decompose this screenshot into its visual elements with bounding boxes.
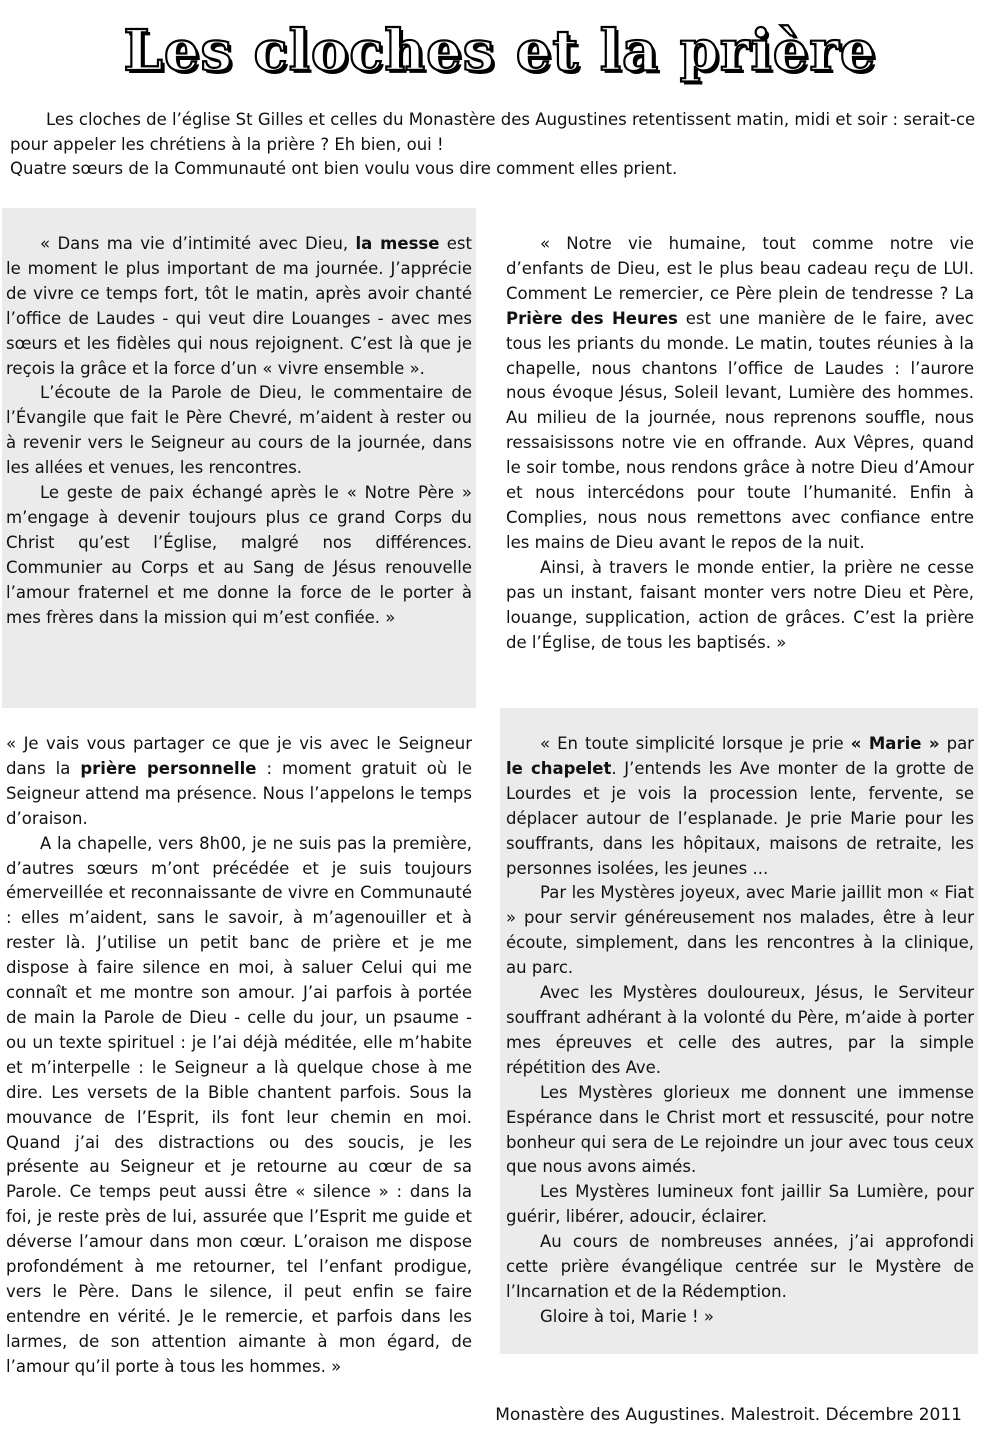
- intro-line-2: Quatre sœurs de la Communauté ont bien voulu vous dire comment elles prient.: [10, 159, 678, 178]
- page-title: Les cloches et la prière: [123, 18, 877, 84]
- testimony-rosary: [500, 708, 978, 1354]
- highlight-marie: « Marie »: [850, 734, 940, 753]
- testimony-mass-paragraph: [6, 232, 472, 381]
- testimony-hours-paragraph: Ainsi, à travers le monde entier, la prière ne cesse pas un instant, faisant monter vers notre Dieu et Père, louange, supplication, action de grâces. C’est la prière de l’Église, de tous les baptisés. »: [506, 557, 974, 652]
- text-run: « En toute simplicité lorsque je prie: [540, 734, 851, 753]
- signature: Monastère des Augustines. Malestroit. Décembre 2011: [495, 1405, 962, 1425]
- text-run: est une manière de le faire, avec tous les priants du monde. Le matin, toutes réunies à la chapelle, nous chantons l’office de Laudes : l’aurore nous évoque Jésus, Soleil levant, Lumière des hommes. Au milieu de la journée, nous reprenons souffle, nous ressaisissons notre vie en offrande. Aux Vêpres, quand le soir tombe, nous rendons grâce à notre Dieu d’Amour et nous intercédons pour toute l’humanité. Enfin à Complies, nous nous remettons avec confiance entre les mains de Dieu avant le repos de la nuit.: [506, 308, 974, 552]
- testimony-mass: [2, 208, 476, 708]
- text-run: . J’entends les Ave monter de la grotte de Lourdes et je vois la procession lente, fervente, se déplacer autour de l’esplanade. Je prie Marie pour les souffrants, dans les hôpitaux, maisons de retraite, les personnes isolées, les jeunes ...: [506, 758, 974, 878]
- text-run: « Notre vie humaine, tout comme notre vie d’enfants de Dieu, est le plus beau cadeau reçu de LUI. Comment Le remercier, ce Père plein de tendresse ? La: [506, 234, 974, 303]
- highlight-priere-personnelle: prière personnelle: [80, 758, 257, 778]
- testimony-rosary-paragraph: Par les Mystères joyeux, avec Marie jaillit mon « Fiat » pour servir généreusement nos malades, être à leur écoute, simplement, dans les rencontres à la clinique, au parc.: [506, 883, 974, 978]
- highlight-priere-des-heures: Prière des Heures: [506, 308, 678, 328]
- highlight-le-chapelet: le chapelet: [506, 758, 612, 778]
- testimony-hours: [500, 208, 978, 688]
- testimony-rosary-paragraph: Avec les Mystères douloureux, Jésus, le Serviteur souffrant adhérant à la volonté du Père, m’aide à porter mes épreuves et celle des autres, par la simple répétition des Ave.: [506, 983, 974, 1077]
- testimony-rosary-paragraph: Au cours de nombreuses années, j’ai approfondi cette prière évangélique centrée sur le Mystère de l’Incarnation et de la Rédemption.: [506, 1232, 974, 1301]
- text-run: par: [939, 734, 974, 753]
- testimony-mass-paragraph: L’écoute de la Parole de Dieu, le commentaire de l’Évangile que fait le Père Chevré, m’aident à rester ou à revenir vers le Seigneur au cours de la journée, dans les allées et venues, les rencontres.: [6, 383, 472, 478]
- testimony-personal-paragraph: [6, 732, 472, 832]
- highlight-la-messe: la messe: [355, 234, 440, 253]
- text-run: « Je vais vous partager ce que je vis avec le Seigneur dans la: [6, 734, 472, 778]
- testimony-rosary-paragraph: Gloire à toi, Marie ! »: [540, 1306, 714, 1326]
- testimony-personal-paragraph: A la chapelle, vers 8h00, je ne suis pas la première, d’autres sœurs m’ont précédée et je suis toujours émerveillée et reconnaissante de vivre en Communauté : elles m’aident, sans le savoir, à m’agenouiller et à rester là. J’utilise un petit banc de prière et je me dispose à faire silence en moi, à saluer Celui qui me connaît et me montre son amour. J’ai parfois à portée de main la Parole de Dieu - celle du jour, un psaume - ou un texte spirituel : je l’ai déjà méditée, elle m’habite et m’interpelle : le Seigneur a là quelque chose à me dire. Les versets de la Bible chantent parfois. Sous la mouvance de l’Esprit, ils font leur chemin en moi. Quand j’ai des distractions ou des soucis, je les présente au Seigneur et je retourne au cœur de sa Parole. Ce temps peut aussi être « silence » : dans la foi, je reste près de lui, assurée que l’Esprit me guide et déverse l’amour dans mon cœur. L’oraison me dispose profondément à me retourner, tel l’enfant prodigue, vers le Père. Dans le silence, il peut enfin se faire entendre en vérité. Je le remercie, et parfois dans les larmes, de son attention aimante à mon égard, de l’amour qu’il porte à tous les hommes. »: [6, 833, 472, 1376]
- testimony-rosary-paragraph: Les Mystères lumineux font jaillir Sa Lumière, pour guérir, libérer, adoucir, éclairer.: [506, 1182, 974, 1227]
- testimony-hours-paragraph: [506, 232, 974, 556]
- intro-line-1: Les cloches de l’église St Gilles et celles du Monastère des Augustines retentissent matin, midi et soir : serait-ce pour appeler les chrétiens à la prière ? Eh bien, oui !: [10, 110, 976, 154]
- text-run: est le moment le plus important de ma journée. J’apprécie de vivre ce temps fort, tôt le matin, après avoir chanté l’office de Laudes - qui veut dire Louanges - avec mes sœurs et les fidèles qui nous rejoignent. C’est là que je reçois la grâce et la force d’un « vivre ensemble ».: [6, 234, 472, 378]
- text-run: « Dans ma vie d’intimité avec Dieu,: [40, 234, 356, 253]
- text-run: : moment gratuit où le Seigneur attend ma présence. Nous l’appelons le temps d’oraison.: [6, 758, 472, 828]
- testimony-rosary-paragraph: [506, 732, 974, 881]
- testimony-mass-paragraph: Le geste de paix échangé après le « Notre Père » m’engage à devenir toujours plus ce grand Corps du Christ qu’est l’Église, malgré nos différences. Communier au Corps et au Sang de Jésus renouvelle l’amour fraternel et me donne la force de le porter à mes frères dans la mission qui m’est confiée. »: [6, 483, 472, 627]
- testimony-rosary-paragraph: Les Mystères glorieux me donnent une immense Espérance dans le Christ mort et ressuscité, pour notre bonheur qui sera de Le rejoindre un jour avec tous ceux que nous avons aimés.: [506, 1082, 974, 1177]
- testimony-personal-prayer: [2, 708, 476, 1408]
- intro-text: [10, 108, 978, 182]
